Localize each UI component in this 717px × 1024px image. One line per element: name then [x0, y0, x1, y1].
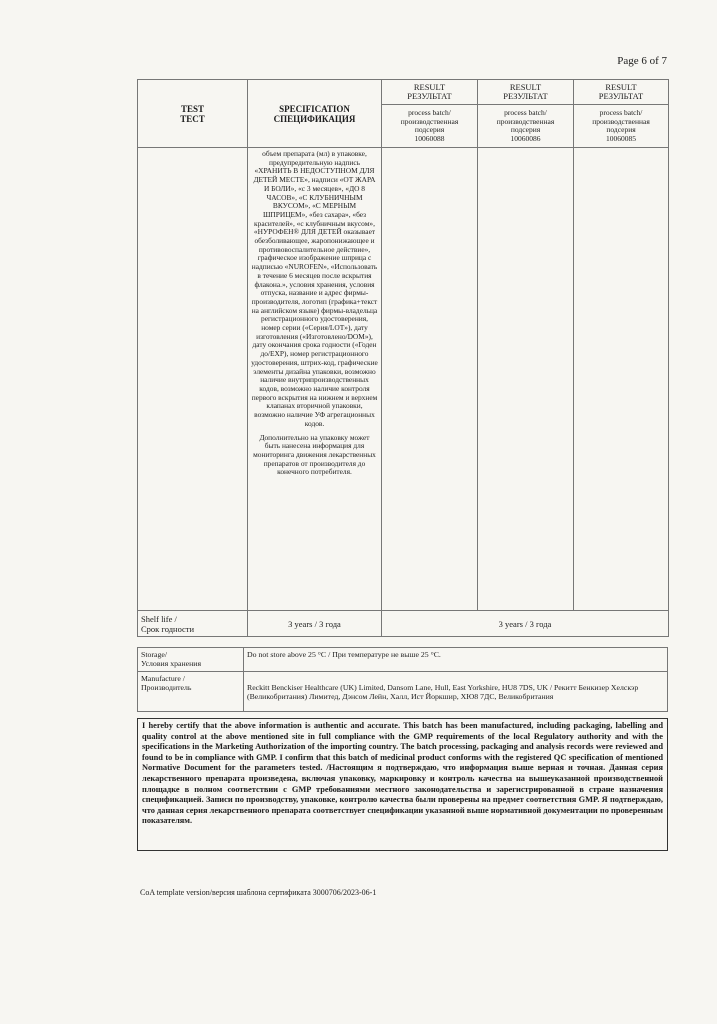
result-cell-2 [478, 148, 574, 611]
certification-statement: I hereby certify that the above information is authentic and accurate. This batch has been manufactured, including packaging, labelling and quality control at the above mentioned site in full compliance with the GMP requirements of the local Regulatory authority and with the specifications in the Marketing Authorization of the importing country. The batch processing, packaging and analysis records were reviewed and found to be in compliance with GMP. I confirm that this batch of medicinal product conforms with the registered QC specification of mentioned Normative Document for the parameters tested. /Настоящим я подтверждаю, что информация выше верная и точная. Данная серия лекарственного препарата произведена, включая упаковку, маркировку и контроль качества на вышеуказанной производственной площадке в полном соответствии с GMP требованиями местного законодательства и зарегистрированной в стране назначения спецификацией. Записи по производству, упаковке, контролю качества были проверены на предмет соответствия GMP. Я подтверждаю, что данная серия лекарственного препарата соответствует спецификации указанной выше нормативной документации по проверенным показателям. [137, 718, 668, 851]
storage-manufacturer-table [137, 647, 668, 712]
batch-1: process batch/ производственная подсерия 10060088 [382, 105, 478, 148]
result-cell-1 [382, 148, 478, 611]
header-specification: SPECIFICATION СПЕЦИФИКАЦИЯ [248, 80, 382, 148]
manufacturer-value: Reckitt Benckiser Healthcare (UK) Limited, Dansom Lane, Hull, East Yorkshire, HU8 7DS, UK / Рекитт Бенкизер Хелскэр (Великобритания) Лимитед, Дэнсом Лейн, Халл, Ист Йоркшир, ХЮ8 7ДС, Великобритания [244, 672, 668, 712]
spec-paragraph-2: Дополнительно на упаковку может быть нанесена информация для мониторинга движения лекарственных препаратов от производителя до конечного потребителя. [253, 432, 376, 477]
shelf-life-result: 3 years / 3 года [382, 611, 669, 637]
shelf-life-label: Shelf life / Срок годности [138, 611, 248, 637]
batch-2: process batch/ производственная подсерия 10060086 [478, 105, 574, 148]
shelf-life-spec: 3 years / 3 года [248, 611, 382, 637]
spec-paragraph-1: объем препарата (мл) в упаковке, предупредительную надпись «ХРАНИТЬ В НЕДОСТУПНОМ ДЛЯ ДЕТЕЙ МЕСТЕ», надписи «ОТ ЖАРА И БОЛИ», «с 3 месяцев», «ДО 8 ЧАСОВ», «С КЛУБНИЧНЫМ ВКУСОМ», «С МЕРНЫМ ШПРИЦЕМ», «без сахара», «без красителей», «с клубничным вкусом», «НУРОФЕН® ДЛЯ ДЕТЕЙ оказывает обезболивающее, жаропонижающее и противовоспалительное действие», графическое изображение шприца с надписью «NUROFEN», «Использовать в течение 6 месяцев после вскрытия флакона.», условия хранения, условия отпуска, название и адрес фирмы-производителя, логотип (графика+текст на английском языке) фирмы-владельца регистрационного удостоверения, номер серии («Серия/LOT»), дату изготовления («Изготовлено/DOM»), дату окончания срока годности («Годен до/EXP), номер регистрационного удостоверения, штрих-код, графические элементы дизайна упаковки, возможно наличие внутрипроизводственных кодов, возможно наличие контроля первого вскрытия на нижнем и верхнем клапанах вторичной упаковки, возможно наличие УФ агрегационных кодов. [251, 149, 378, 428]
results-table [137, 79, 669, 637]
header-result-3: RESULT РЕЗУЛЬТАТ [574, 80, 669, 105]
spec-labelling [248, 148, 382, 611]
page-number: Page 6 of 7 [617, 55, 667, 67]
header-result-2: RESULT РЕЗУЛЬТАТ [478, 80, 574, 105]
template-version-footer: CoA template version/версия шаблона сертификата 3000706/2023-06-1 [140, 888, 377, 897]
header-result-1: RESULT РЕЗУЛЬТАТ [382, 80, 478, 105]
test-cell-labelling [138, 148, 248, 611]
manufacturer-label: Manufacture / Производитель [138, 672, 244, 712]
storage-value: Do not store above 25 °C / При температуре не выше 25 °C. [244, 648, 668, 672]
storage-label: Storage/ Условия хранения [138, 648, 244, 672]
result-cell-3 [574, 148, 669, 611]
header-test: TEST ТЕСТ [138, 80, 248, 148]
batch-3: process batch/ производственная подсерия 10060085 [574, 105, 669, 148]
